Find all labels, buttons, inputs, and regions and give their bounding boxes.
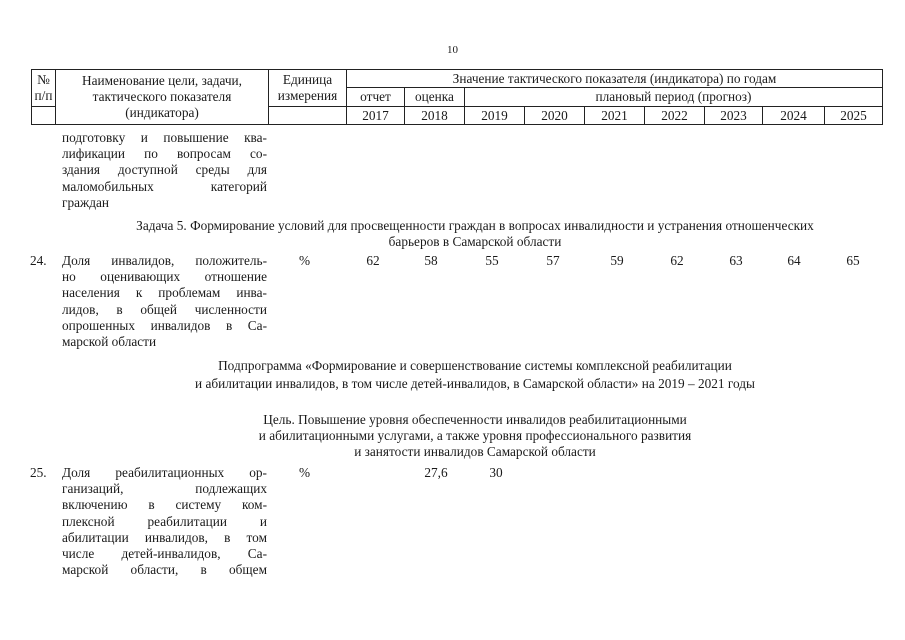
header-year: 2018 [405,107,465,125]
row-25-name-line: включению в систему ком- [62,497,267,513]
header-name-line: Наименование цели, задачи, [82,73,242,88]
goal-line: и абилитационными услугами, а также уровня профессионального развития [258,428,692,444]
row-25-value-2018: 30 [489,465,503,480]
row-24-unit: % [299,253,311,268]
row-24-name-line: марской области [62,334,157,350]
row-24-value-2019: 55 [485,253,499,268]
continuation-line: граждан [62,194,109,210]
row-24-value-2020: 57 [546,253,560,268]
row-24-value-2025: 65 [846,253,860,268]
header-name-cell [56,70,269,125]
row-24-value-2021: 59 [610,253,624,268]
subprogram-line: и абилитации инвалидов, в том числе детей-инвалидов, в Самарской области» на 2019 – 2021 годы [195,376,755,391]
row-25-name-line: марской области, в общем [62,562,267,578]
task-5-line: Задача 5. Формирование условий для просвещенности граждан в вопросах инвалидности и устранения отношенческих [136,218,814,233]
row-25-number: 25. [30,465,47,480]
header-unit-cell [269,70,347,107]
row-24-name-line: населения к проблемам инва- [62,285,267,301]
page-number: 10 [447,44,458,56]
row-25-name-line: плексной реабилитации и [62,513,267,529]
row-24-name-line: но оценивающих отношение [62,269,267,285]
row-24-value-2022: 62 [670,253,684,268]
header-name-line: (индикатора) [125,105,199,120]
header-year: 2020 [525,107,585,125]
subprogram-heading [60,357,890,393]
row-25-name [62,465,267,578]
header-name-line: тактического показателя [92,89,232,104]
continuation-line: здания доступной среды для [62,162,267,178]
row-25-name-line: числе детей-инвалидов, Са- [62,546,267,562]
header-unit-line: измерения [277,88,338,103]
continuation-text [62,130,267,211]
header-year: 2019 [465,107,525,125]
row-25-name-line: ганизаций, подлежащих [62,481,267,497]
row-24-name-line: опрошенных инвалидов в Са- [62,317,267,333]
header-year: 2025 [825,107,883,125]
row-24-name-line: лидов, в общей численности [62,301,267,317]
row-24-value-2018: 58 [424,253,438,268]
header-year: 2023 [705,107,763,125]
task-5-line: барьеров в Самарской области [388,234,562,250]
header-number-cell [32,70,56,107]
continuation-line: маломобильных категорий [62,178,267,194]
continuation-line: подготовку и повышение ква- [62,130,267,145]
header-unit-empty [269,107,347,125]
row-24-value-2017: 62 [366,253,380,268]
subprogram-line: Подпрограмма «Формирование и совершенствование системы комплексной реабилитации [218,358,732,373]
row-24-value-2023: 63 [729,253,743,268]
row-24-value-2024: 64 [787,253,801,268]
indicator-table-header [31,69,883,125]
header-year: 2021 [585,107,645,125]
row-25-unit: % [299,465,311,480]
row-25-name-line: Доля реабилитационных ор- [62,465,267,480]
header-plan-period: плановый период (прогноз) [465,88,883,107]
row-25-value-2017: 27,6 [424,465,448,480]
continuation-line: лификации по вопросам со- [62,146,267,162]
row-24-number: 24. [30,253,47,268]
goal-line: Цель. Повышение уровня обеспеченности инвалидов реабилитационными [263,412,687,427]
header-values-title: Значение тактического показателя (индикатора) по годам [347,70,883,88]
header-year: 2017 [347,107,405,125]
header-report: отчет [347,88,405,107]
goal-heading [60,412,890,461]
header-unit-line: Единица [282,72,333,87]
header-number-empty [32,107,56,125]
header-year: 2024 [763,107,825,125]
header-number-line1: № [37,72,50,87]
header-estimate: оценка [405,88,465,107]
row-24-name-line: Доля инвалидов, положитель- [62,253,267,268]
goal-line: и занятости инвалидов Самарской области [354,444,596,460]
header-year: 2022 [645,107,705,125]
header-number-line2: п/п [34,88,53,103]
row-24-name [62,253,267,350]
row-25-name-line: абилитации инвалидов, в том [62,529,267,545]
task-5-heading [60,218,890,250]
